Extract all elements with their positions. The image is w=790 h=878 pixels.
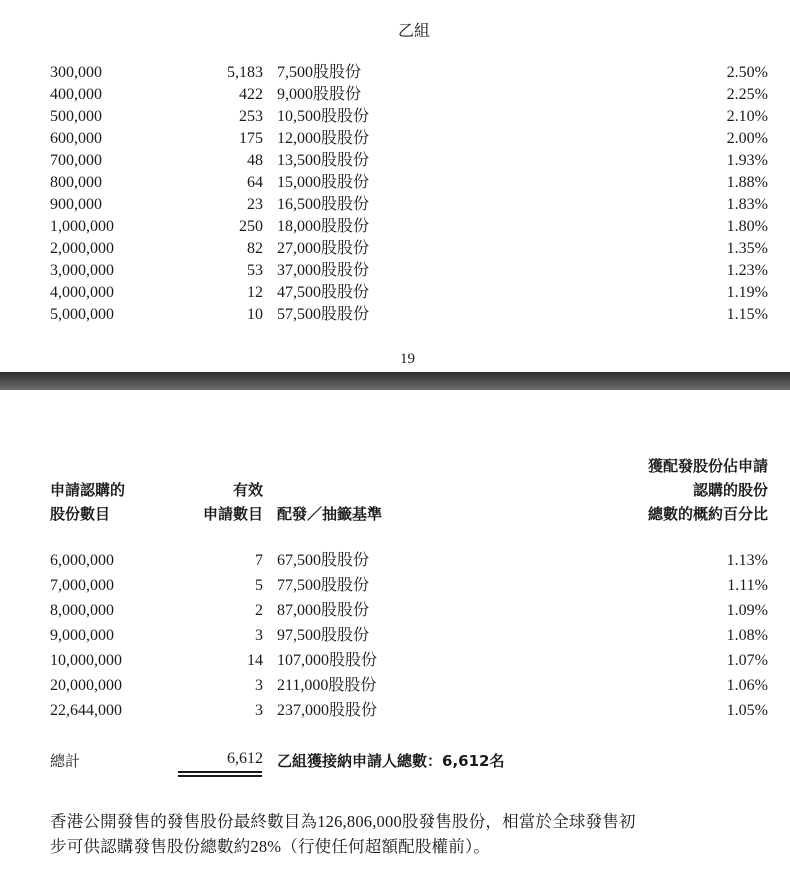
approx-percentage-cell: 1.35% (726, 240, 768, 257)
bottom-row (0, 575, 790, 597)
valid-applications-cell: 175 (239, 130, 263, 147)
basis-of-allocation-cell: 77,500股股份 (277, 577, 370, 594)
shares-applied-cell: 500,000 (50, 108, 102, 125)
shares-applied-cell: 9,000,000 (50, 627, 114, 644)
top-row (0, 194, 790, 216)
valid-applications-cell: 10 (247, 306, 263, 323)
basis-of-allocation-cell: 37,000股股份 (277, 262, 370, 279)
group-title: 乙組 (398, 21, 431, 40)
basis-of-allocation-cell: 10,500股股份 (277, 108, 370, 125)
top-row (0, 282, 790, 304)
approx-percentage-cell: 2.10% (726, 108, 768, 125)
valid-applications-cell: 253 (239, 108, 263, 125)
top-row (0, 84, 790, 106)
closing-paragraph-line2: 步可供認購發售股份總數約28%（行使任何超額配股權前）。 (50, 837, 491, 856)
page-divider (0, 372, 790, 390)
header-approx-percentage-line1: 獲配發股份佔申請 (647, 457, 768, 475)
basis-of-allocation-cell: 13,500股股份 (277, 152, 370, 169)
valid-applications-cell: 250 (239, 218, 263, 235)
top-row (0, 304, 790, 326)
header-valid-applications-line1: 有效 (232, 481, 263, 499)
basis-of-allocation-cell: 67,500股股份 (277, 552, 370, 569)
valid-applications-cell: 53 (247, 262, 263, 279)
approx-percentage-cell: 1.11% (727, 577, 768, 594)
total-underline-1 (178, 771, 262, 773)
basis-of-allocation-cell: 57,500股股份 (277, 306, 370, 323)
shares-applied-cell: 300,000 (50, 64, 102, 81)
shares-applied-cell: 22,644,000 (50, 702, 122, 719)
shares-applied-cell: 700,000 (50, 152, 102, 169)
total-label: 總計 (50, 752, 81, 770)
shares-applied-cell: 8,000,000 (50, 602, 114, 619)
valid-applications-cell: 5,183 (227, 64, 263, 81)
basis-of-allocation-cell: 16,500股股份 (277, 196, 370, 213)
top-row (0, 106, 790, 128)
valid-applications-cell: 2 (255, 602, 263, 619)
valid-applications-cell: 7 (255, 552, 263, 569)
valid-applications-cell: 14 (247, 652, 263, 669)
valid-applications-cell: 3 (255, 677, 263, 694)
header-approx-percentage-line3: 總數的概約百分比 (647, 505, 768, 523)
approx-percentage-cell: 1.19% (726, 284, 768, 301)
valid-applications-cell: 3 (255, 627, 263, 644)
bottom-row (0, 625, 790, 647)
shares-applied-cell: 1,000,000 (50, 218, 114, 235)
bottom-row (0, 650, 790, 672)
header-approx-percentage-line2: 認購的股份 (692, 481, 768, 499)
header-shares-applied-line2: 股份數目 (50, 505, 111, 523)
basis-of-allocation-cell: 7,500股股份 (277, 64, 362, 81)
approx-percentage-cell: 1.06% (726, 677, 768, 694)
basis-of-allocation-cell: 9,000股股份 (277, 86, 362, 103)
header-shares-applied-line1: 申請認購的 (50, 481, 126, 499)
valid-applications-cell: 23 (247, 196, 263, 213)
total-value: 6,612 (227, 750, 263, 767)
approx-percentage-cell: 2.50% (726, 64, 768, 81)
page-number: 19 (400, 351, 415, 367)
shares-applied-cell: 10,000,000 (50, 652, 122, 669)
valid-applications-cell: 82 (247, 240, 263, 257)
basis-of-allocation-cell: 87,000股股份 (277, 602, 370, 619)
valid-applications-cell: 422 (239, 86, 263, 103)
top-row (0, 172, 790, 194)
top-row (0, 238, 790, 260)
shares-applied-cell: 4,000,000 (50, 284, 114, 301)
basis-of-allocation-cell: 18,000股股份 (277, 218, 370, 235)
shares-applied-cell: 6,000,000 (50, 552, 114, 569)
shares-applied-cell: 800,000 (50, 174, 102, 191)
valid-applications-cell: 12 (247, 284, 263, 301)
header-valid-applications-line2: 申請數目 (202, 505, 263, 523)
valid-applications-cell: 3 (255, 702, 263, 719)
approx-percentage-cell: 1.23% (726, 262, 768, 279)
valid-applications-cell: 64 (247, 174, 263, 191)
approx-percentage-cell: 1.15% (726, 306, 768, 323)
approx-percentage-cell: 1.83% (726, 196, 768, 213)
top-row (0, 216, 790, 238)
bottom-row (0, 675, 790, 697)
top-row (0, 62, 790, 84)
basis-of-allocation-cell: 12,000股股份 (277, 130, 370, 147)
basis-of-allocation-cell: 15,000股股份 (277, 174, 370, 191)
shares-applied-cell: 400,000 (50, 86, 102, 103)
shares-applied-cell: 600,000 (50, 130, 102, 147)
approx-percentage-cell: 1.07% (726, 652, 768, 669)
basis-of-allocation-cell: 107,000股股份 (277, 652, 378, 669)
header-basis-of-allocation: 配發／抽籤基準 (277, 505, 383, 523)
shares-applied-cell: 2,000,000 (50, 240, 114, 257)
shares-applied-cell: 900,000 (50, 196, 102, 213)
basis-of-allocation-cell: 237,000股股份 (277, 702, 378, 719)
top-row (0, 260, 790, 282)
shares-applied-cell: 3,000,000 (50, 262, 114, 279)
basis-of-allocation-cell: 27,000股股份 (277, 240, 370, 257)
bottom-row (0, 700, 790, 722)
basis-of-allocation-cell: 211,000股股份 (277, 677, 377, 694)
approx-percentage-cell: 1.80% (726, 218, 768, 235)
bottom-row (0, 550, 790, 572)
approx-percentage-cell: 2.25% (726, 86, 768, 103)
approx-percentage-cell: 1.88% (726, 174, 768, 191)
approx-percentage-cell: 1.13% (726, 552, 768, 569)
approx-percentage-cell: 1.09% (726, 602, 768, 619)
approx-percentage-cell: 2.00% (726, 130, 768, 147)
top-row (0, 150, 790, 172)
closing-paragraph-line1: 香港公開發售的發售股份最終數目為126,806,000股發售股份，相當於全球發售初 (50, 812, 636, 831)
approx-percentage-cell: 1.93% (726, 152, 768, 169)
approx-percentage-cell: 1.08% (726, 627, 768, 644)
basis-of-allocation-cell: 47,500股股份 (277, 284, 370, 301)
shares-applied-cell: 7,000,000 (50, 577, 114, 594)
bottom-row (0, 600, 790, 622)
valid-applications-cell: 48 (247, 152, 263, 169)
shares-applied-cell: 20,000,000 (50, 677, 122, 694)
approx-percentage-cell: 1.05% (726, 702, 768, 719)
total-successful-applicants-note: 乙組獲接納申請人總數：6,612名 (277, 752, 505, 770)
valid-applications-cell: 5 (255, 577, 263, 594)
shares-applied-cell: 5,000,000 (50, 306, 114, 323)
total-underline-2 (178, 775, 262, 777)
basis-of-allocation-cell: 97,500股股份 (277, 627, 370, 644)
top-row (0, 128, 790, 150)
